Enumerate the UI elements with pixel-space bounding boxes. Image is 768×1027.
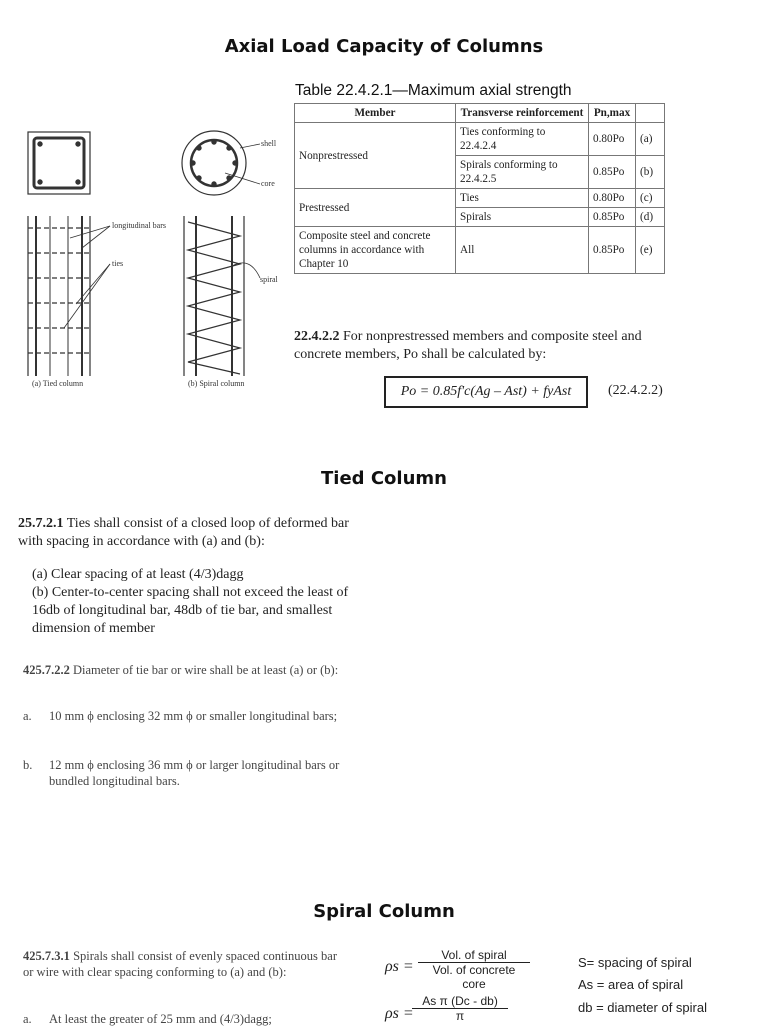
rho-fraction-2-den: π (455, 1009, 465, 1023)
tied-caption: (a) Tied column (32, 379, 84, 388)
rho-symbol-1: ρs = (385, 958, 414, 975)
legend-as: As = area of spiral (578, 977, 684, 992)
table-cell-member: Prestressed (295, 189, 456, 227)
table-cell-tag: (a) (636, 123, 665, 156)
rho-fraction-1 (418, 948, 530, 991)
tied-sub-a-letter: a. (23, 709, 32, 723)
tied-item-b: (b) Center-to-center spacing shall not exceed the least of 16db of longitudinal bar, 48db of tie bar, and smallest dimension of member (32, 585, 349, 636)
equation-box: Po = 0.85f'c(Ag – Ast) + fyAst (384, 376, 588, 408)
column-figure (20, 118, 290, 398)
clause-22422-text: For nonprestressed members and composite steel and concrete members, Po shall be calculated by: (294, 329, 642, 362)
table-cell-trans: Ties conforming to 22.4.2.4 (456, 123, 589, 156)
spiral-section (182, 131, 260, 195)
shell-label: shell (261, 139, 277, 148)
table-cell-tag: (c) (636, 189, 665, 208)
tied-sub-b: 12 mm ϕ enclosing 36 mm ϕ or larger longitudinal bars or bundled longitudinal bars. (49, 758, 340, 788)
rho-fraction-1-den: Vol. of concrete core (432, 963, 516, 991)
clause-25721-text: Ties shall consist of a closed loop of deformed bar with spacing in accordance with (a) and (b): (18, 516, 349, 549)
tied-item-a: (a) Clear spacing of at least (4/3)dagg (32, 567, 244, 582)
table-header-row (295, 104, 665, 123)
spiral-caption: (b) Spiral column (188, 379, 245, 388)
clause-425731-text: Spirals shall consist of evenly spaced continuous bar or wire with clear spacing conforming to (a) and (b): (23, 949, 337, 979)
equation-number: (22.4.2.2) (608, 383, 663, 398)
clause-25721-number: 25.7.2.1 (18, 516, 64, 531)
tied-section (28, 132, 90, 194)
spiral-sub-a-letter: a. (23, 1012, 32, 1026)
header-transverse: Transverse reinforcement (456, 104, 589, 123)
legend-db: db = diameter of spiral (578, 1000, 707, 1015)
table-cell-member: Nonprestressed (295, 123, 456, 189)
clause-425722-number: 425.7.2.2 (23, 663, 70, 677)
table-row (295, 189, 665, 208)
core-label: core (261, 179, 275, 188)
spiral-sub-a: At least the greater of 25 mm and (4/3)dagg; (49, 1012, 272, 1026)
table-cell-trans: All (456, 227, 589, 274)
table-cell-trans: Spirals (456, 208, 589, 227)
header-tag (636, 104, 665, 123)
legend-s: S= spacing of spiral (578, 955, 692, 970)
table-cell-tag: (d) (636, 208, 665, 227)
spiral-heading: Spiral Column (313, 901, 455, 922)
clause-425722 (23, 662, 343, 678)
table-cell-trans: Ties (456, 189, 589, 208)
axial-strength-table (294, 103, 665, 274)
spiral-label: spiral (260, 275, 278, 284)
spiral-elevation (184, 216, 260, 376)
table-cell-tag: (e) (636, 227, 665, 274)
header-pn: Pn,max (589, 104, 636, 123)
clause-25721 (18, 515, 363, 551)
table-title: Table 22.4.2.1—Maximum axial strength (295, 82, 572, 99)
clause-425722-text: Diameter of tie bar or wire shall be at least (a) or (b): (73, 663, 339, 677)
table-cell-value: 0.80Po (589, 189, 636, 208)
tied-sub-a: 10 mm ϕ enclosing 32 mm ϕ or smaller longitudinal bars; (49, 709, 338, 723)
table-cell-value: 0.85Po (589, 227, 636, 274)
header-member: Member (295, 104, 456, 123)
table-cell-value: 0.85Po (589, 156, 636, 189)
clause-425731-number: 425.7.3.1 (23, 949, 70, 963)
table-cell-value: 0.80Po (589, 123, 636, 156)
longitudinal-bars-label: longitudinal bars (112, 221, 166, 230)
clause-22422 (294, 328, 674, 364)
rho-fraction-2-num: As π (Dc - db) (412, 994, 508, 1009)
tied-heading: Tied Column (321, 468, 447, 489)
clause-425731 (23, 948, 337, 980)
rho-symbol-2: ρs = (385, 1005, 414, 1022)
table-cell-member: Composite steel and concrete columns in accordance with Chapter 10 (295, 227, 456, 274)
table-row (295, 227, 665, 274)
table-cell-tag: (b) (636, 156, 665, 189)
page-title: Axial Load Capacity of Columns (224, 36, 544, 57)
clause-22422-number: 22.4.2.2 (294, 329, 340, 344)
tied-sub-b-letter: b. (23, 758, 33, 772)
table-cell-trans: Spirals conforming to 22.4.2.5 (456, 156, 589, 189)
ties-label: ties (112, 259, 124, 268)
rho-fraction-2 (412, 994, 508, 1023)
tied-elevation (28, 216, 110, 376)
rho-fraction-1-num: Vol. of spiral (418, 948, 530, 963)
table-row (295, 123, 665, 156)
table-cell-value: 0.85Po (589, 208, 636, 227)
